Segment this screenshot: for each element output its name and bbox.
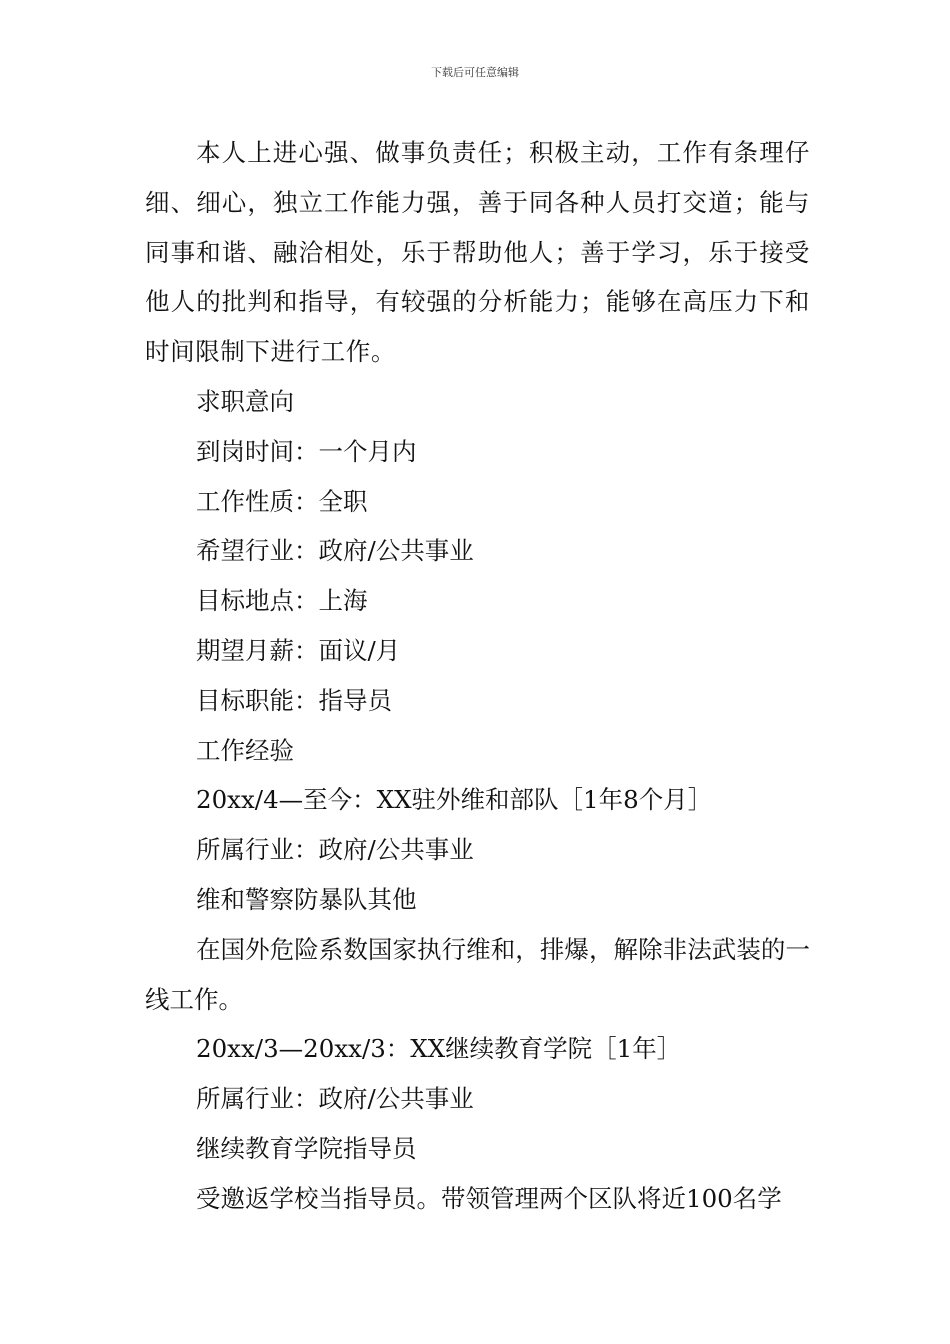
experience-1-period: 20xx/4—至今：XX驻外维和部队［1年8个月］ bbox=[196, 785, 713, 815]
page-header-note: 下载后可任意编辑 bbox=[431, 66, 519, 79]
field-availability: 到岗时间：一个月内 bbox=[196, 436, 417, 466]
experience-2-period: 20xx/3—20xx/3：XX继续教育学院［1年］ bbox=[196, 1034, 682, 1064]
document-body bbox=[145, 128, 810, 1224]
field-target-location: 目标地点：上海 bbox=[196, 586, 368, 616]
experience-2-industry: 所属行业：政府/公共事业 bbox=[196, 1084, 474, 1114]
experience-2-position: 继续教育学院指导员 bbox=[196, 1133, 417, 1163]
experience-1-description: 在国外危险系数国家执行维和，排爆，解除非法武装的一线工作。 bbox=[145, 934, 810, 1014]
experience-2-description: 受邀返学校当指导员。带领管理两个区队将近100名学 bbox=[196, 1183, 782, 1213]
experience-1-industry: 所属行业：政府/公共事业 bbox=[196, 835, 474, 865]
self-evaluation-paragraph: 本人上进心强、做事负责任；积极主动，工作有条理仔细、细心，独立工作能力强，善于同各种人员打交道；能与同事和谐、融洽相处，乐于帮助他人；善于学习，乐于接受他人的批判和指导，有较强的分析能力；能够在高压力下和时间限制下进行工作。 bbox=[145, 138, 810, 367]
section-heading-work-experience: 工作经验 bbox=[196, 735, 294, 765]
field-target-role: 目标职能：指导员 bbox=[196, 685, 392, 715]
field-job-type: 工作性质：全职 bbox=[196, 486, 368, 516]
section-heading-job-intention: 求职意向 bbox=[196, 386, 294, 416]
experience-1-position: 维和警察防暴队其他 bbox=[196, 884, 417, 914]
field-expected-salary: 期望月薪：面议/月 bbox=[196, 635, 401, 665]
field-desired-industry: 希望行业：政府/公共事业 bbox=[196, 536, 474, 566]
